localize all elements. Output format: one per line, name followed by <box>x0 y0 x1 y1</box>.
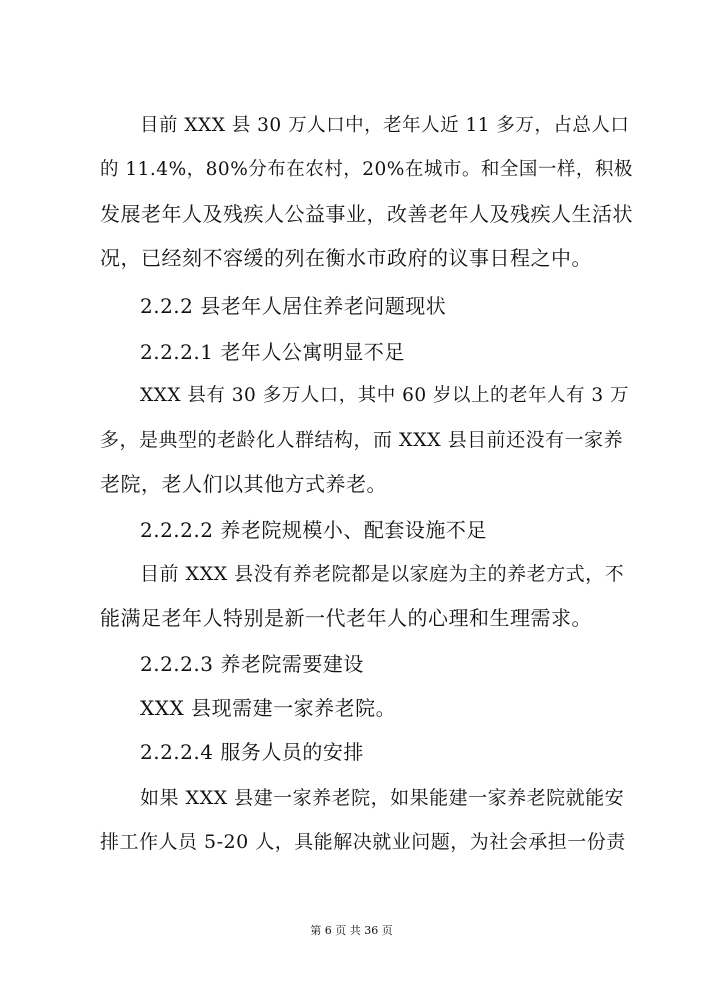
body-text-line: XXX 县现需建一家养老院。 <box>140 696 397 720</box>
page-number-footer: 第 6 页 共 36 页 <box>310 924 393 937</box>
body-text-line: 老院，老人们以其他方式养老。 <box>100 472 387 496</box>
body-text-line: 的 11.4%，80%分布在农村，20%在城市。和全国一样，积极 <box>100 159 633 180</box>
body-text-line: 目前 XXX 县 30 万人口中，老年人近 11 多万，占总人口 <box>140 115 630 136</box>
subsection-heading: 2.2.2.4 服务人员的安排 <box>140 740 364 764</box>
body-text-line: 况，已经刻不容缓的列在衡水市政府的议事日程之中。 <box>100 246 592 270</box>
body-text-line: 目前 XXX 县没有养老院都是以家庭为主的养老方式，不 <box>140 563 625 585</box>
subsection-heading: 2.2.2.1 老年人公寓明显不足 <box>140 340 405 364</box>
body-text-line: 如果 XXX 县建一家养老院，如果能建一家养老院就能安 <box>140 787 625 809</box>
subsection-heading: 2.2.2.2 养老院规模小、配套设施不足 <box>140 518 487 542</box>
subsection-heading: 2.2.2.3 养老院需要建设 <box>140 652 364 676</box>
body-text-line: XXX 县有 30 多万人口，其中 60 岁以上的老年人有 3 万 <box>140 385 630 406</box>
body-text-line: 排工作人员 5-20 人，具能解决就业问题，为社会承担一份责 <box>100 831 626 853</box>
section-heading: 2.2.2 县老年人居住养老问题现状 <box>140 294 447 318</box>
body-text-line: 能满足老年人特别是新一代老年人的心理和生理需求。 <box>100 606 592 630</box>
body-text-line: 多，是典型的老龄化人群结构，而 XXX 县目前还没有一家养 <box>100 429 624 451</box>
body-text-line: 发展老年人及残疾人公益事业，改善老年人及残疾人生活状 <box>100 202 633 226</box>
